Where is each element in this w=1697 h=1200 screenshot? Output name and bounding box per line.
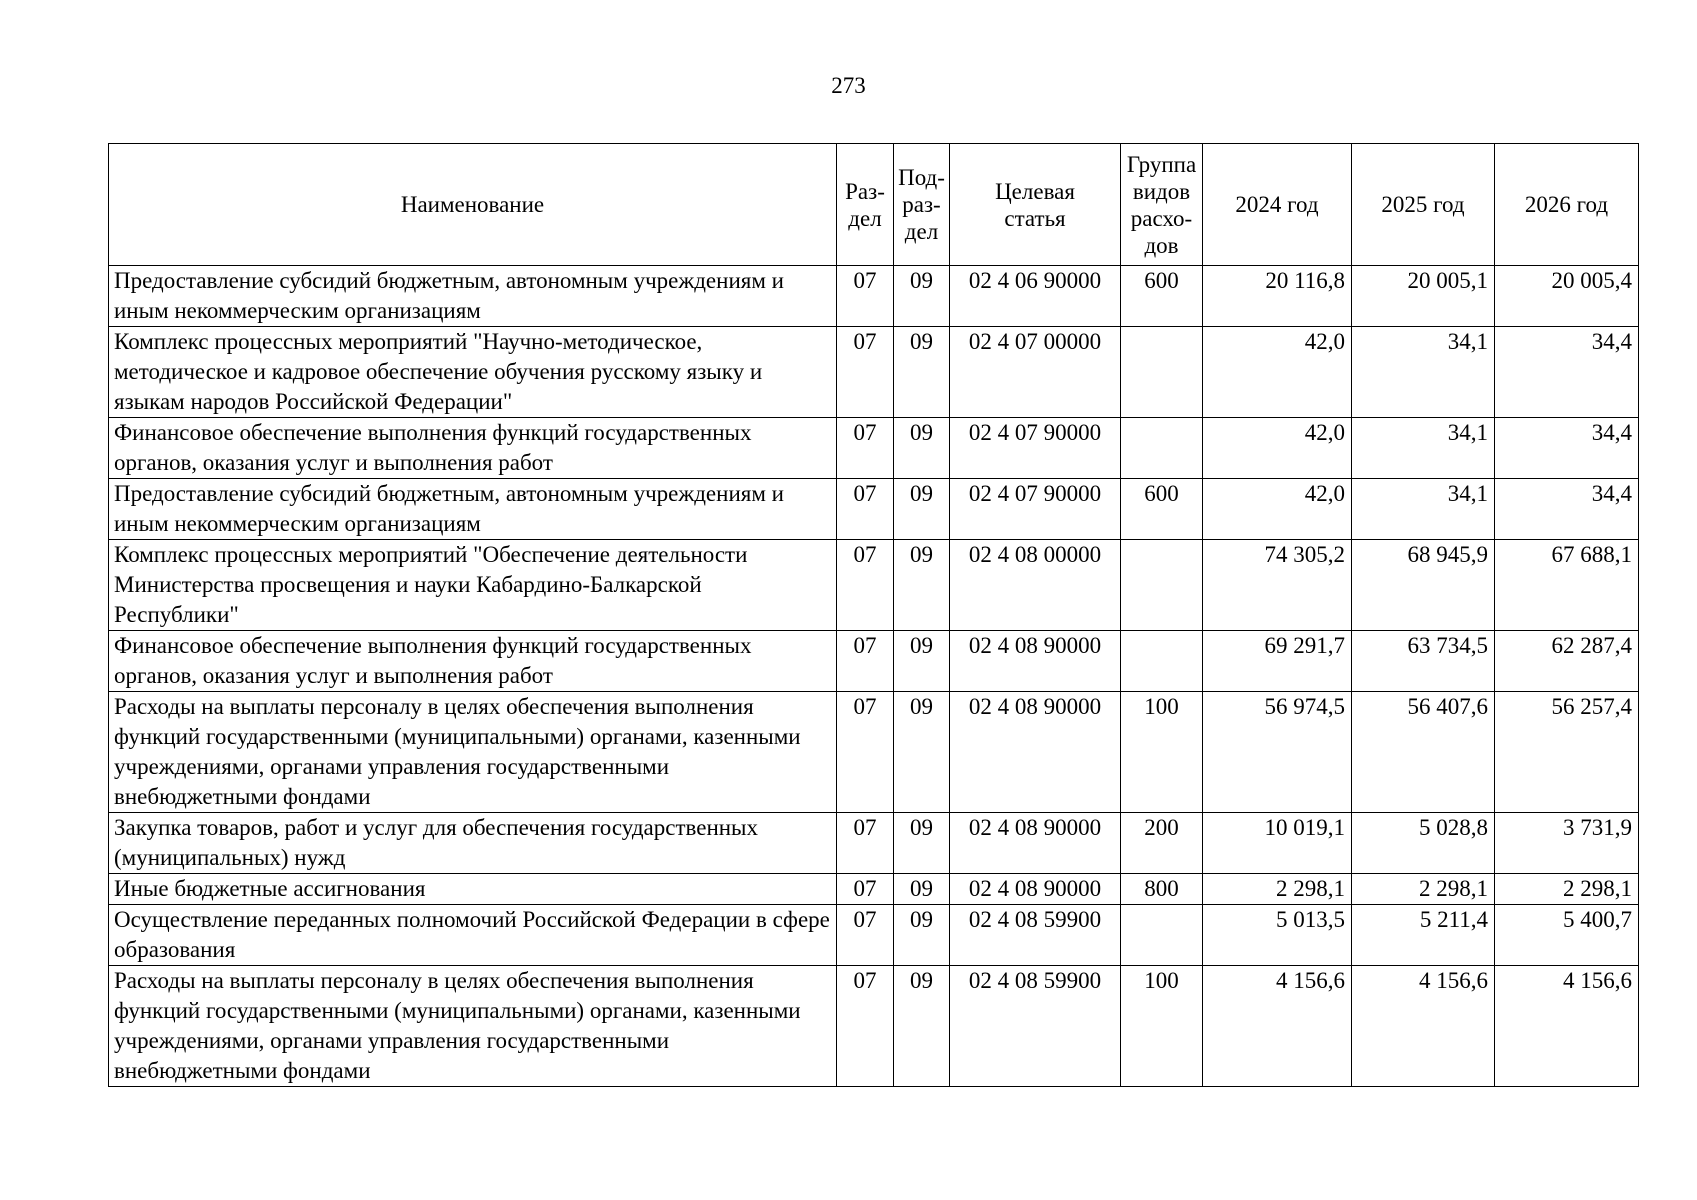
table-row xyxy=(109,813,1639,874)
cell-subsection: 09 xyxy=(894,905,950,966)
header-target: Целевая статья xyxy=(950,144,1121,266)
cell-group: 600 xyxy=(1121,266,1203,327)
budget-table xyxy=(108,143,1639,1087)
cell-target: 02 4 08 59900 xyxy=(950,905,1121,966)
header-2026: 2026 год xyxy=(1495,144,1639,266)
cell-2026: 4 156,6 xyxy=(1495,966,1639,1087)
cell-2025: 2 298,1 xyxy=(1352,874,1495,905)
cell-2025: 68 945,9 xyxy=(1352,540,1495,631)
cell-2024: 5 013,5 xyxy=(1203,905,1352,966)
cell-2024: 42,0 xyxy=(1203,479,1352,540)
cell-subsection: 09 xyxy=(894,813,950,874)
cell-2025: 4 156,6 xyxy=(1352,966,1495,1087)
table-body xyxy=(109,266,1639,1087)
cell-2025: 34,1 xyxy=(1352,327,1495,418)
cell-target: 02 4 07 90000 xyxy=(950,418,1121,479)
cell-2024: 56 974,5 xyxy=(1203,692,1352,813)
cell-group xyxy=(1121,905,1203,966)
cell-section: 07 xyxy=(837,874,894,905)
table-row xyxy=(109,966,1639,1087)
cell-group xyxy=(1121,327,1203,418)
cell-2026: 34,4 xyxy=(1495,327,1639,418)
table-row xyxy=(109,479,1639,540)
cell-group: 100 xyxy=(1121,692,1203,813)
cell-subsection: 09 xyxy=(894,692,950,813)
cell-section: 07 xyxy=(837,692,894,813)
cell-subsection: 09 xyxy=(894,327,950,418)
cell-group xyxy=(1121,631,1203,692)
cell-2026: 20 005,4 xyxy=(1495,266,1639,327)
cell-name: Комплекс процессных мероприятий "Обеспечение деятельности Министерства просвещения и науки Кабардино-Балкарской Республики" xyxy=(109,540,837,631)
cell-2024: 42,0 xyxy=(1203,418,1352,479)
table-row xyxy=(109,874,1639,905)
cell-2024: 20 116,8 xyxy=(1203,266,1352,327)
cell-target: 02 4 08 59900 xyxy=(950,966,1121,1087)
cell-2024: 2 298,1 xyxy=(1203,874,1352,905)
table-row xyxy=(109,418,1639,479)
cell-target: 02 4 08 90000 xyxy=(950,631,1121,692)
cell-section: 07 xyxy=(837,905,894,966)
cell-name: Расходы на выплаты персоналу в целях обеспечения выполнения функций государственными (муниципальными) органами, казенными учреждениями, органами управления государственными внебюджетными фондами xyxy=(109,692,837,813)
cell-2024: 74 305,2 xyxy=(1203,540,1352,631)
cell-subsection: 09 xyxy=(894,540,950,631)
page-number: 273 xyxy=(831,73,866,98)
table-row xyxy=(109,631,1639,692)
header-2025: 2025 год xyxy=(1352,144,1495,266)
cell-subsection: 09 xyxy=(894,479,950,540)
table-row xyxy=(109,327,1639,418)
cell-name: Финансовое обеспечение выполнения функций государственных органов, оказания услуг и выполнения работ xyxy=(109,631,837,692)
cell-target: 02 4 08 90000 xyxy=(950,874,1121,905)
cell-section: 07 xyxy=(837,266,894,327)
cell-section: 07 xyxy=(837,813,894,874)
cell-section: 07 xyxy=(837,327,894,418)
cell-section: 07 xyxy=(837,479,894,540)
cell-2025: 56 407,6 xyxy=(1352,692,1495,813)
cell-subsection: 09 xyxy=(894,418,950,479)
cell-name: Предоставление субсидий бюджетным, автономным учреждениям и иным некоммерческим организациям xyxy=(109,479,837,540)
cell-2025: 5 028,8 xyxy=(1352,813,1495,874)
cell-section: 07 xyxy=(837,418,894,479)
cell-2025: 34,1 xyxy=(1352,418,1495,479)
cell-name: Комплекс процессных мероприятий "Научно-методическое, методическое и кадровое обеспечение обучения русскому языку и языкам народов Российской Федерации" xyxy=(109,327,837,418)
cell-name: Финансовое обеспечение выполнения функций государственных органов, оказания услуг и выполнения работ xyxy=(109,418,837,479)
cell-2024: 4 156,6 xyxy=(1203,966,1352,1087)
cell-subsection: 09 xyxy=(894,966,950,1087)
header-section: Раз- дел xyxy=(837,144,894,266)
cell-group xyxy=(1121,540,1203,631)
cell-name: Расходы на выплаты персоналу в целях обеспечения выполнения функций государственными (муниципальными) органами, казенными учреждениями, органами управления государственными внебюджетными фондами xyxy=(109,966,837,1087)
cell-name: Предоставление субсидий бюджетным, автономным учреждениям и иным некоммерческим организациям xyxy=(109,266,837,327)
cell-2026: 34,4 xyxy=(1495,418,1639,479)
cell-target: 02 4 08 90000 xyxy=(950,813,1121,874)
cell-subsection: 09 xyxy=(894,266,950,327)
cell-2025: 63 734,5 xyxy=(1352,631,1495,692)
cell-section: 07 xyxy=(837,966,894,1087)
cell-subsection: 09 xyxy=(894,874,950,905)
cell-2024: 10 019,1 xyxy=(1203,813,1352,874)
table-row xyxy=(109,540,1639,631)
cell-target: 02 4 06 90000 xyxy=(950,266,1121,327)
cell-group xyxy=(1121,418,1203,479)
cell-subsection: 09 xyxy=(894,631,950,692)
cell-2025: 34,1 xyxy=(1352,479,1495,540)
cell-target: 02 4 08 90000 xyxy=(950,692,1121,813)
cell-2026: 34,4 xyxy=(1495,479,1639,540)
cell-name: Иные бюджетные ассигнования xyxy=(109,874,837,905)
cell-2025: 5 211,4 xyxy=(1352,905,1495,966)
cell-2026: 56 257,4 xyxy=(1495,692,1639,813)
cell-2026: 62 287,4 xyxy=(1495,631,1639,692)
cell-2024: 69 291,7 xyxy=(1203,631,1352,692)
cell-section: 07 xyxy=(837,631,894,692)
cell-group: 200 xyxy=(1121,813,1203,874)
cell-group: 600 xyxy=(1121,479,1203,540)
cell-2026: 67 688,1 xyxy=(1495,540,1639,631)
header-name: Наименование xyxy=(109,144,837,266)
cell-section: 07 xyxy=(837,540,894,631)
cell-group: 800 xyxy=(1121,874,1203,905)
cell-2025: 20 005,1 xyxy=(1352,266,1495,327)
cell-name: Закупка товаров, работ и услуг для обеспечения государственных (муниципальных) нужд xyxy=(109,813,837,874)
header-2024: 2024 год xyxy=(1203,144,1352,266)
table-row xyxy=(109,692,1639,813)
cell-2024: 42,0 xyxy=(1203,327,1352,418)
cell-name: Осуществление переданных полномочий Российской Федерации в сфере образования xyxy=(109,905,837,966)
cell-target: 02 4 07 00000 xyxy=(950,327,1121,418)
cell-target: 02 4 08 00000 xyxy=(950,540,1121,631)
header-subsection: Под- раз- дел xyxy=(894,144,950,266)
table-row xyxy=(109,266,1639,327)
cell-target: 02 4 07 90000 xyxy=(950,479,1121,540)
cell-group: 100 xyxy=(1121,966,1203,1087)
cell-2026: 2 298,1 xyxy=(1495,874,1639,905)
header-group: Группа видов расхо- дов xyxy=(1121,144,1203,266)
table-row xyxy=(109,905,1639,966)
cell-2026: 3 731,9 xyxy=(1495,813,1639,874)
table-header-row xyxy=(109,144,1639,266)
cell-2026: 5 400,7 xyxy=(1495,905,1639,966)
